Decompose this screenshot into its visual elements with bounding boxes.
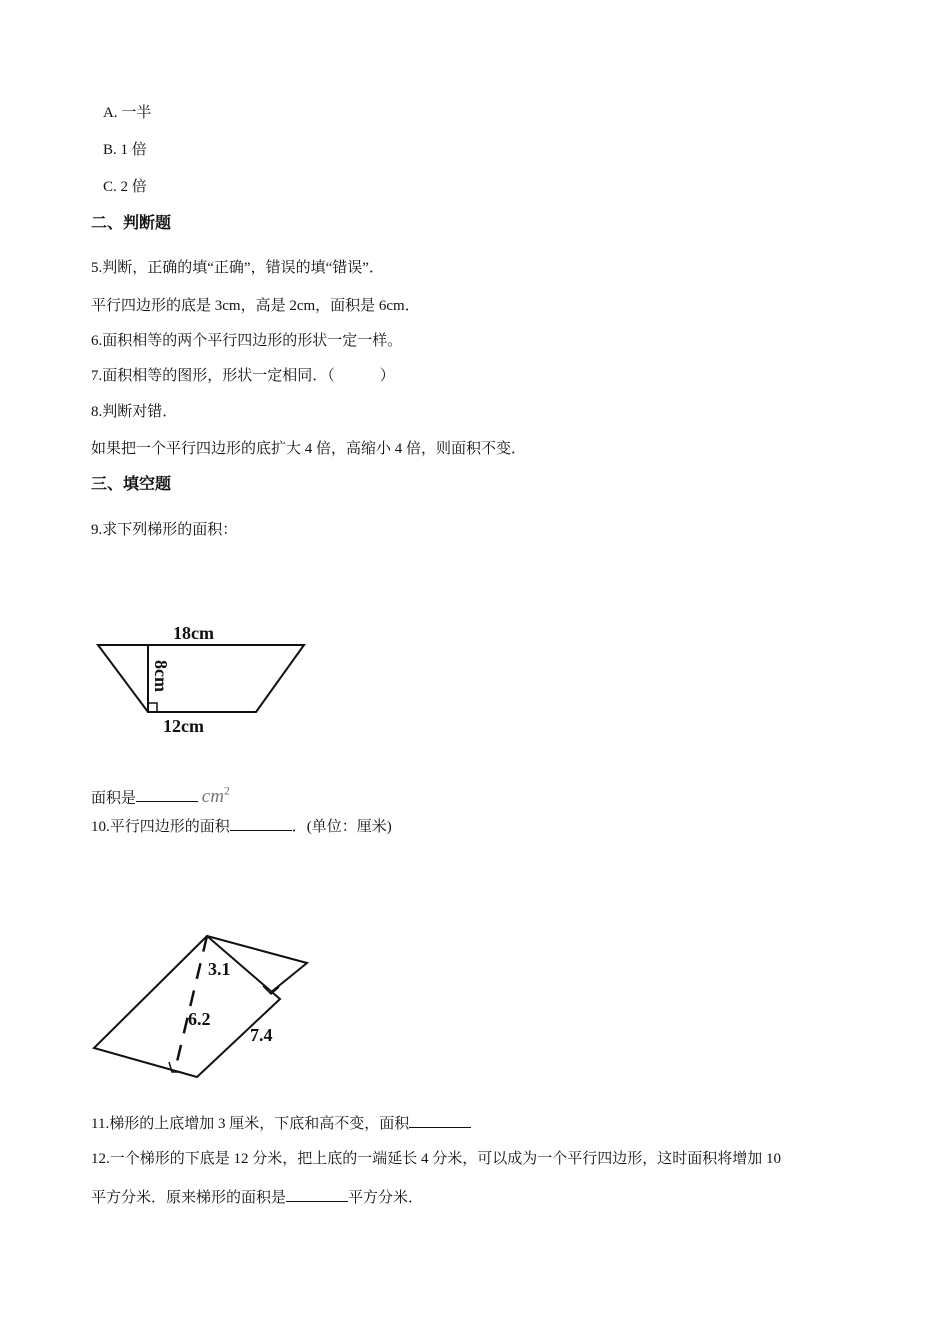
unit-label [202, 786, 230, 807]
answer-blank[interactable] [230, 816, 292, 831]
question-12-line-1: 12.一个梯形的下底是 12 分米，把上底的一端延长 4 分米，可以成为一个平行四边形，这时面积将增加 10 [91, 1151, 782, 1167]
question-10 [91, 816, 392, 837]
question-12-unit: 平方分米． [348, 1190, 424, 1206]
trapezoid-shape [98, 645, 304, 712]
question-5: 5.判断，正确的填“正确”，错误的填“错误”． [91, 260, 384, 276]
parallelogram-label-b: 6.2 [188, 1009, 211, 1029]
question-7: 7.面积相等的图形，形状一定相同．（ ） [91, 368, 395, 384]
trapezoid-bottom-label: 12cm [163, 716, 204, 736]
option-b: B. 1 倍 [103, 142, 147, 158]
question-10-unit: ．(单位：厘米) [291, 819, 392, 835]
question-8-statement: 如果把一个平行四边形的底扩大 4 倍，高缩小 4 倍，则面积不变． [91, 441, 527, 457]
option-a: A. 一半 [103, 105, 152, 121]
question-11 [91, 1113, 471, 1134]
question-8: 8.判断对错． [91, 404, 178, 420]
question-9: 9.求下列梯形的面积： [91, 522, 238, 538]
answer-blank[interactable] [286, 1187, 348, 1202]
question-10-text: 10.平行四边形的面积 [91, 819, 230, 835]
question-9-answer [91, 781, 230, 808]
option-c: C. 2 倍 [103, 179, 147, 195]
right-angle-mark [148, 703, 157, 712]
answer-blank[interactable] [136, 787, 198, 802]
question-6: 6.面积相等的两个平行四边形的形状一定一样。 [91, 333, 403, 349]
trapezoid-height-label: 8cm [151, 660, 171, 692]
trapezoid-figure [93, 620, 313, 740]
trapezoid-top-label: 18cm [173, 623, 214, 643]
section-fill-title: 三、填空题 [91, 474, 172, 493]
unit-text: cm [201, 786, 224, 808]
question-5-statement: 平行四边形的底是 3cm，高是 2cm，面积是 6cm． [91, 298, 420, 314]
answer-blank[interactable] [409, 1113, 471, 1128]
question-11-text: 11.梯形的上底增加 3 厘米，下底和高不变，面积 [91, 1116, 410, 1132]
question-12-text: 平方分米．原来梯形的面积是 [91, 1190, 287, 1206]
dashed-height-line [176, 936, 207, 1066]
question-12-line-2 [91, 1187, 423, 1208]
section-judge-title: 二、判断题 [91, 213, 172, 232]
parallelogram-figure [90, 928, 330, 1078]
parallelogram-label-a: 3.1 [208, 959, 231, 979]
answer-prefix: 面积是 [91, 790, 137, 807]
unit-exponent: 2 [223, 784, 230, 798]
parallelogram-shape [94, 936, 280, 1077]
parallelogram-label-c: 7.4 [250, 1025, 273, 1045]
